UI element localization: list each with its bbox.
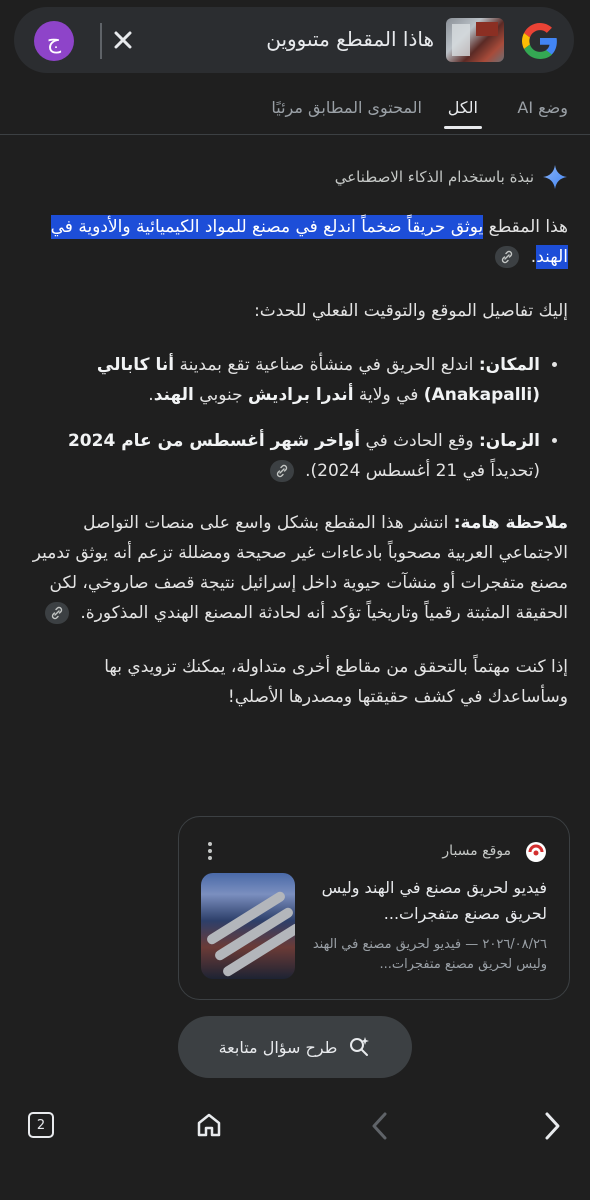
ai-overview-content [20,212,568,736]
tab-switcher-button[interactable]: 2 [28,1112,54,1138]
link-icon [275,464,289,478]
tabs-divider [0,134,590,135]
avatar[interactable]: ج [34,21,74,61]
details-list [20,350,568,486]
source-title[interactable]: فيديو لحريق مصنع في الهند وليس لحريق مصنع متفجرات... [321,878,547,923]
search-bar[interactable] [14,7,574,73]
closing-paragraph: إذا كنت مهتماً بالتحقق من مقاطع أخرى متداولة، يمكنك تزويدي بها وسأساعدك في كشف حقيقتها ومصدرها الأصلي! [104,657,568,707]
bottom-navigation [0,1100,590,1152]
more-options-icon[interactable] [207,841,213,861]
link-icon [50,606,64,620]
list-item-time: • الزمان: وقع الحادث في أواخر شهر أغسطس من عام 2024 (تحديداً في 21 أغسطس 2024). [20,426,540,486]
misbar-logo-icon [525,841,547,863]
source-link-chip[interactable] [495,246,519,268]
search-divider [100,23,102,59]
summary-paragraph: هذا المقطع يوثق حريقاً ضخماً اندلع في مصنع للمواد الكيميائية والأدوية في الهند. [50,217,568,267]
forward-arrow-icon[interactable] [540,1110,564,1142]
home-icon[interactable] [194,1110,224,1140]
google-logo-icon[interactable] [522,23,558,59]
link-icon [500,250,514,264]
source-site-name: موقع مسبار [442,843,511,859]
ai-overview-label: نبذة باستخدام الذكاء الاصطناعي [334,168,534,186]
follow-up-label: طرح سؤال متابعة [218,1037,338,1057]
active-tab-indicator [444,126,482,129]
gemini-sparkle-icon [542,164,568,190]
source-snippet: ٢٠٢٦/٠٨/٢٦ — فيديو لحريق مصنع في الهند وليس لحريق مصنع متفجرات... [312,937,547,972]
ai-overview-header [335,164,568,190]
tab-ai-mode[interactable]: وضع AI [517,98,568,117]
highlighted-text[interactable]: يوثق حريقاً ضخماً اندلع في مصنع للمواد الكيميائية والأدوية في الهند [50,217,568,267]
source-thumbnail[interactable] [201,873,295,979]
close-icon[interactable] [108,25,138,55]
search-query[interactable]: هاذا المقطع متىووين [266,27,434,51]
list-item-place: • المكان: اندلع الحريق في منشأة صناعية تقع بمدينة أنا كابالي (Anakapalli) في ولاية أندرا براديش جنوبي الهند. [20,350,540,410]
source-card[interactable] [178,816,570,1000]
result-tabs [0,92,568,132]
ask-sparkle-icon [347,1035,371,1059]
back-arrow-icon[interactable] [368,1110,392,1142]
source-link-chip[interactable] [45,602,69,624]
follow-up-button[interactable] [178,1016,412,1078]
query-image-thumbnail[interactable] [446,18,504,62]
tab-all[interactable]: الكل [447,98,478,117]
tab-visual-matches[interactable]: المحتوى المطابق مرئيًا [271,98,422,117]
source-link-chip[interactable] [270,460,294,482]
note-paragraph: ملاحظة هامة: انتشر هذا المقطع بشكل واسع على منصات التواصل الاجتماعي العربية مصحوباً بادعاءات غير صحيحة ومضللة تزعم أنه يوثق تدمير مصنع متفجرات أو منشآت حيوية داخل إسرائيل نتيجة قصف صاروخي، لكن الحقيقة المثبتة رقمياً وتاريخياً تؤكد أنه لحادثة المصنع الهندي المذكورة. [32,513,568,623]
details-intro: إليك تفاصيل الموقع والتوقيت الفعلي للحدث: [254,301,568,321]
